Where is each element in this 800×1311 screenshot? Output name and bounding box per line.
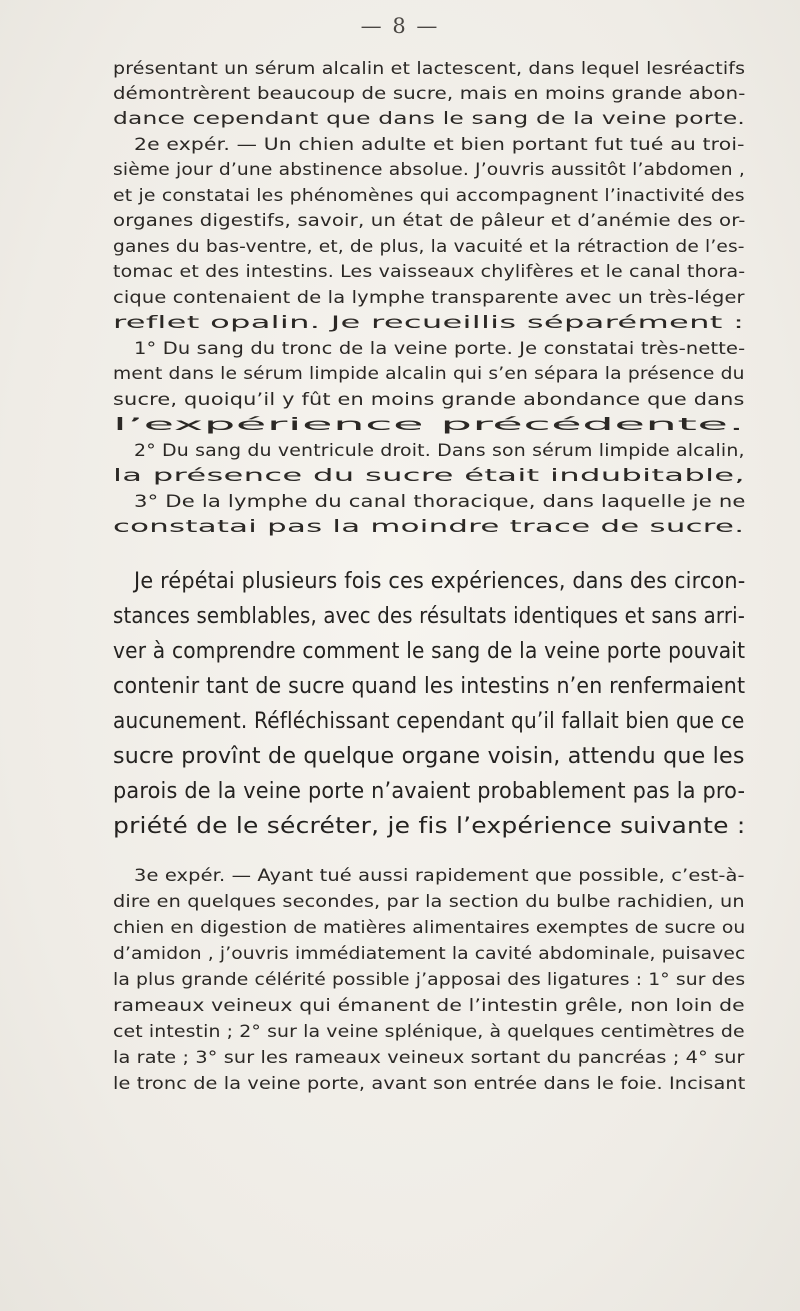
text-line: cet intestin ; 2° sur la veine splénique, à quelques centimètres de [113,1022,745,1041]
text-line: dance cependant que dans le sang de la veine porte. [113,109,746,129]
text-line: sucre provînt de quelque organe voisin, attendu que les [113,744,745,769]
text-line: Je répétai plusieurs fois ces expériences, dans des circon- [134,569,746,594]
text-line: stances semblables, avec des résultats identiques et sans arri- [113,604,746,629]
text-line: présentant un sérum alcalin et lactescent, dans lequel lesréactifs [113,59,746,79]
text-line: l’expérience précédente. [113,415,745,435]
text-line: organes digestifs, savoir, un état de pâleur et d’anémie des or- [113,211,746,231]
text-line: constatai pas la moindre trace de sucre. [113,517,745,537]
text-line: 2° Du sang du ventricule droit. Dans son sérum limpide alcalin, [134,441,745,461]
text-line: parois de la veine porte n’avaient probablement pas la pro- [113,779,746,804]
text-line: 2e expér. — Un chien adulte et bien portant fut tué au troi- [134,135,745,155]
text-line: sième jour d’une abstinence absolue. J’ouvris aussitôt l’abdomen , [113,160,745,180]
text-line: reflet opalin. Je recueillis séparément : [113,313,745,333]
text-line: 3e expér. — Ayant tué aussi rapidement que possible, c’est-à- [134,866,745,885]
text-line: priété de le sécréter, je fis l’expérience suivante : [113,814,746,839]
text-line: 3° De la lymphe du canal thoracique, dans laquelle je ne [134,492,746,512]
text-line: démontrèrent beaucoup de sucre, mais en moins grande abon- [113,84,746,104]
text-line: tomac et des intestins. Les vaisseaux chylifères et le canal thora- [113,262,746,282]
text-line: ment dans le sérum limpide alcalin qui s’en sépara la présence du [113,364,745,384]
text-line: d’amidon , j’ouvris immédiatement la cavité abdominale, puisavec [113,944,746,963]
text-line: sucre, quoiqu’il y fût en moins grande abondance que dans [113,390,745,410]
text-line: la plus grande célérité possible j’apposai des ligatures : 1° sur des [113,970,746,989]
text-line: cique contenaient de la lymphe transparente avec un très-léger [113,288,745,308]
text-line: la présence du sucre était indubitable, [113,466,745,486]
text-line: le tronc de la veine porte, avant son entrée dans le foie. Incisant [113,1074,746,1093]
text-line: rameaux veineux qui émanent de l’intestin grêle, non loin de [113,996,745,1015]
text-line: aucunement. Réfléchissant cependant qu’il fallait bien que ce [113,709,745,734]
text-line: et je constatai les phénomènes qui accompagnent l’inactivité des [113,186,745,206]
text-line: la rate ; 3° sur les rameaux veineux sortant du pancréas ; 4° sur [113,1048,745,1067]
text-line: ganes du bas-ventre, et, de plus, la vacuité et la rétraction de l’es- [113,237,745,257]
text-line: ver à comprendre comment le sang de la veine porte pouvait [113,639,746,664]
text-line: chien en digestion de matières alimentaires exemptes de sucre ou [113,918,746,937]
text-line: 1° Du sang du tronc de la veine porte. Je constatai très-nette- [134,339,746,359]
page-number: — 8 — [360,14,440,38]
text-line: dire en quelques secondes, par la section du bulbe rachidien, un [113,892,745,911]
text-line: contenir tant de sucre quand les intestins n’en renfermaient [113,674,746,699]
